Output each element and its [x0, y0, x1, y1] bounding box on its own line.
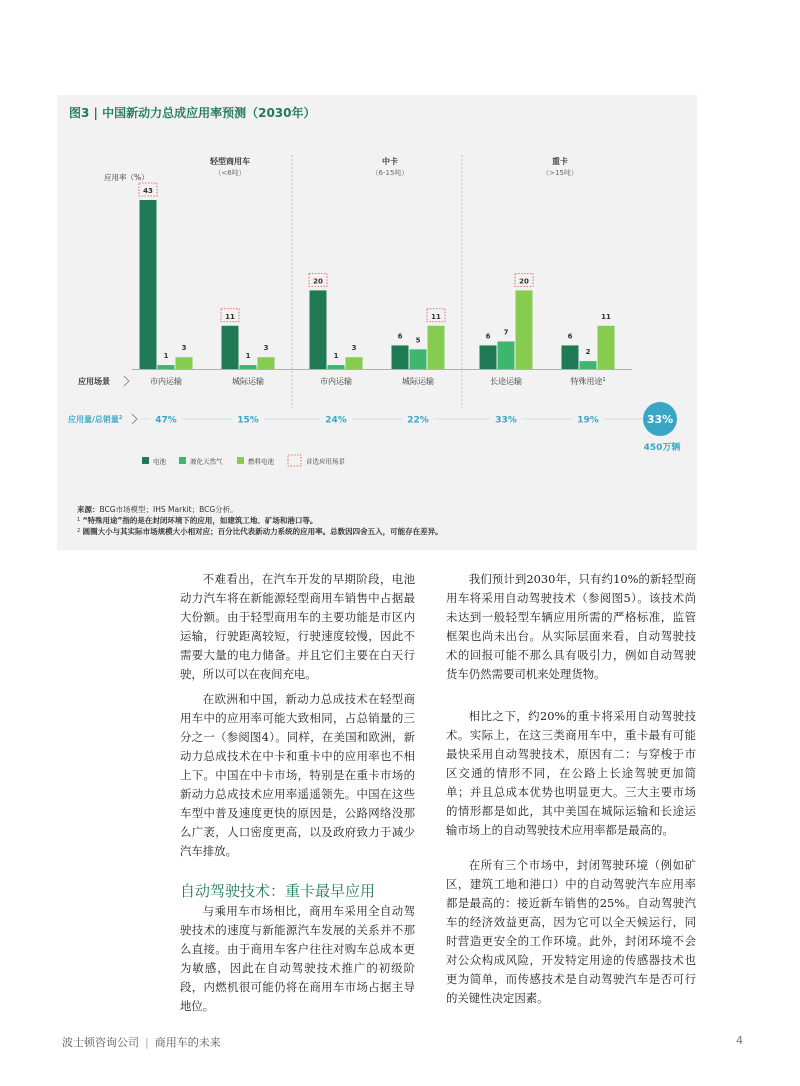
category-label: 市内运输 [320, 377, 352, 386]
bar-value-label: 3 [263, 344, 269, 353]
bar-fuel-cell [176, 357, 193, 369]
bar-value-label: 20 [519, 277, 529, 286]
bar-fuel-cell [428, 326, 445, 369]
legend-swatch [142, 457, 149, 464]
section-heading: 自动驾驶技术：重卡最早应用 [180, 882, 376, 900]
bar-value-label: 11 [225, 312, 235, 321]
footer [62, 1034, 221, 1050]
left-paragraph-1: 不难看出，在汽车开发的早期阶段，电池动力汽车将在新能源轻型商用车销售中占据最大份额。由于轻型商用车的主要功能是市区内运输，行驶距离较短，行驶速度较慢，因此不需要大量的电力储备。并且它们主要在白天行驶，所以可以在夜间充电。 [180, 572, 415, 681]
bar-value-label: 11 [431, 312, 441, 321]
category-label: 特殊用途$^1$ [570, 377, 606, 386]
figure-notes [77, 504, 689, 537]
page-number: 4 [736, 1034, 743, 1047]
bar-fuel-cell [258, 357, 275, 369]
ratio-value: 47% [155, 415, 177, 426]
figure-title: 图3 | 中国新动力总成应用率预测（2030年） [69, 106, 316, 120]
bar-battery [222, 326, 239, 369]
bar-fuel-cell [346, 357, 363, 369]
footer-title: 商用车的未来 [154, 1036, 221, 1049]
right-paragraph-1: 我们预计到2030年，只有约10%的新轻型商用车将采用自动驾驶技术（参阅图5）。该技术尚未达到一般轻型车辆应用所需的严格标准，监管框架也尚未出台。从实际层面来看，自动驾驶技术的回报可能不那么具有吸引力，例如自动驾驶货车仍然需要司机来处理货物。 [446, 572, 696, 681]
bar-battery [140, 200, 157, 369]
bar-value-label: 5 [415, 336, 421, 345]
bar-value-label: 7 [503, 328, 509, 337]
bar-fuel-cell [516, 290, 533, 369]
y-axis-label: 应用率（%） [104, 173, 149, 182]
ratio-value: 19% [577, 415, 599, 426]
group-subtitle: （>15吨） [542, 169, 578, 177]
chevron-right-icon [132, 414, 137, 424]
scenario-label: 应用场景 [78, 377, 110, 386]
category-label: 城际运输 [402, 377, 434, 386]
bar-value-label: 11 [601, 312, 611, 321]
bar-value-label: 6 [567, 332, 573, 341]
bar-value-label: 3 [181, 344, 187, 353]
bar-battery [310, 290, 327, 369]
category-label: 城际运输 [232, 377, 264, 386]
bar-lng [498, 341, 515, 369]
ratio-value: 15% [237, 415, 259, 426]
group-title: 重卡 [552, 157, 568, 166]
left-paragraph-2: 在欧洲和中国，新动力总成技术在轻型商用车中的应用率可能大致相同，占总销量的三分之一（参阅图4）。同样，在美国和欧洲，新动力总成技术在中卡和重卡中的应用率也不相上下。中国在中卡市场，特别是在重卡市场的新动力总成技术应用率遥遥领先。中国在这些车型中普及速度更快的原因是，公路网络没那么广袤，人口密度更高，以及政府致力于减少汽车排放。 [180, 692, 415, 858]
bar-value-label: 3 [351, 344, 357, 353]
bar-lng [240, 365, 257, 369]
group-title: 中卡 [382, 157, 398, 166]
footer-company: 波士顿咨询公司 [62, 1036, 139, 1049]
bar-value-label: 6 [485, 332, 491, 341]
legend-swatch [237, 457, 244, 464]
right-paragraph-2: 相比之下，约20%的重卡将采用自动驾驶技术。实际上，在这三类商用车中，重卡最有可能最快采用自动驾驶技术，原因有二：与穿梭于市区交通的情形不同，在公路上长途驾驶更加简单；并且总成本优势也明显更大。三大主要市场的情形都是如此，其中美国在城际运输和长途运输市场上的自动驾驶技术应用率都是最高的。 [446, 709, 696, 837]
bar-battery [562, 345, 579, 369]
bar-value-label: 1 [245, 352, 251, 361]
bar-value-label: 6 [397, 332, 403, 341]
right-paragraph-3: 在所有三个市场中，封闭驾驶环境（例如矿区，建筑工地和港口）中的自动驾驶汽车应用率都是最高的：接近新车销售的25%。自动驾驶汽车的经济效益更高，因为它可以全天候运行，同时营造更安全的工作环境。此外，封闭环境不会对公众构成风险，开发特定用途的传感器技术也更为简单，而传感技术是自动驾驶汽车是否可行的关键性决定因素。 [446, 858, 696, 1005]
group-title: 轻型商用车 [210, 157, 250, 166]
bar-lng [410, 349, 427, 369]
total-units: 450万辆 [643, 443, 681, 453]
ratio-value: 33% [495, 415, 517, 426]
bar-lng [328, 365, 345, 369]
bar-lng [158, 365, 175, 369]
category-label: 长途运输 [490, 377, 522, 386]
footnote-2: $^2$ 圆圈大小与其实际市场规模大小相对应；百分比代表新动力系统的应用率。总数因四舍五入，可能存在差异。 [77, 527, 443, 536]
group-subtitle: （<6吨） [214, 169, 246, 177]
bar-value-label: 20 [313, 277, 323, 286]
footer-separator: | [145, 1036, 149, 1049]
ratio-label: 应用量/总销量$^2$ [68, 415, 123, 424]
bar-value-label: 1 [333, 352, 339, 361]
bar-value-label: 43 [143, 187, 153, 195]
legend-swatch [179, 457, 186, 464]
bar-fuel-cell [598, 326, 615, 369]
bar-battery [392, 345, 409, 369]
bar-value-label: 1 [163, 352, 169, 361]
left-paragraph-3: 与乘用车市场相比，商用车采用全自动驾驶技术的速度与新能源汽车发展的关系并不那么直接。由于商用车客户往往对购车总成本更为敏感，因此在自动驾驶技术推广的初级阶段，内燃机很可能仍将在商用车市场占据主导地位。 [180, 904, 415, 1013]
category-label: 市内运输 [150, 377, 182, 386]
ratio-value: 24% [325, 415, 347, 426]
ratio-value: 22% [407, 415, 429, 426]
legend-label: 电池 [153, 457, 166, 466]
bar-battery [480, 345, 497, 369]
footnote-1: $^1$ “特殊用途”指的是在封闭环境下的应用，如建筑工地、矿场和港口等。 [77, 516, 318, 525]
legend-label: 首选应用场景 [306, 457, 345, 466]
group-subtitle: （6-15吨） [371, 169, 409, 177]
legend-label: 液化天然气 [190, 457, 223, 466]
legend-label: 燃料电池 [248, 457, 274, 466]
legend-preferred-swatch [288, 455, 301, 466]
bar-value-label: 2 [585, 348, 591, 357]
source-note: 来源：BCG市场模型；IHS Markit；BCG分析。 [77, 505, 238, 514]
total-value: 33% [646, 413, 674, 426]
bar-lng [580, 361, 597, 369]
chevron-right-icon [124, 376, 129, 386]
